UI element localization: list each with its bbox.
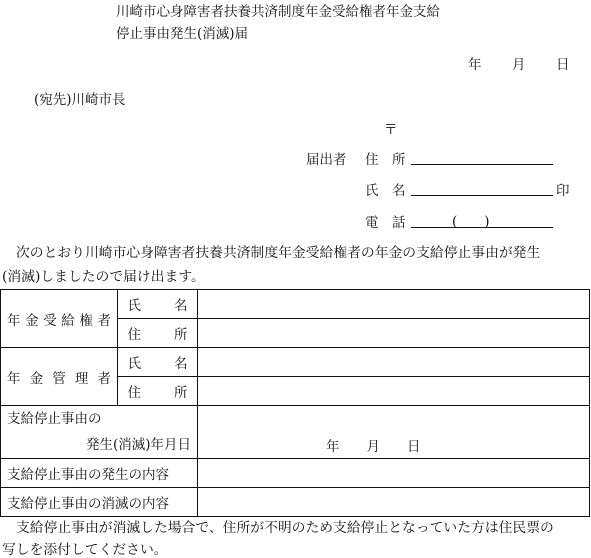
phone-parens: ( ) [452, 214, 490, 230]
seal-mark: 印 [556, 183, 570, 199]
applicant-label: 届出者 [306, 152, 347, 168]
date-year: 年 [468, 57, 482, 73]
occurrence-label: 支給停止事由の発生の内容 [1, 459, 198, 488]
name-label: 氏 名 [365, 183, 406, 199]
recipient-label: 年金受給権者 [7, 312, 111, 329]
form-title-line1: 川崎市心身障害者扶養共済制度年金受給権者年金支給 [116, 4, 440, 20]
recipient-address-field[interactable] [198, 319, 590, 348]
recipient-name-field[interactable] [198, 290, 590, 319]
manager-address-field[interactable] [198, 377, 590, 406]
reason-date-label: 支給停止事由の 発生(消滅)年月日 [1, 406, 198, 459]
form-title-line2: 停止事由発生(消滅)届 [116, 26, 249, 42]
postal-mark: 〒 [384, 122, 398, 138]
recipient-name-label: 氏名 [118, 290, 198, 319]
extinction-field[interactable] [198, 488, 590, 517]
address-line[interactable] [411, 148, 553, 165]
table-row [1, 290, 590, 319]
body-text-line1: 次のとおり川崎市心身障害者扶養共済制度年金受給権者の年金の支給停止事由が発生 [16, 245, 541, 261]
table-row [1, 459, 590, 488]
reason-date-field[interactable]: 年 月 日 [198, 406, 590, 459]
recipient-address-label: 住所 [118, 319, 198, 348]
table-row [1, 488, 590, 517]
details-table [0, 289, 590, 517]
name-line[interactable] [411, 179, 553, 196]
address-label: 住 所 [365, 152, 406, 168]
extinction-label: 支給停止事由の消滅の内容 [1, 488, 198, 517]
date-month: 月 [512, 57, 526, 73]
manager-address-label: 住所 [118, 377, 198, 406]
date-day: 日 [556, 57, 570, 73]
table-row [1, 406, 590, 459]
occurrence-field[interactable] [198, 459, 590, 488]
phone-label: 電 話 [365, 215, 406, 231]
manager-label-cell [1, 348, 118, 406]
table-row [1, 348, 590, 377]
recipient-label-cell [1, 290, 118, 348]
manager-name-label: 氏名 [118, 348, 198, 377]
note-line1: 支給停止事由が消滅した場合で、住所が不明のため支給停止となっていた方は住民票の [16, 520, 554, 536]
manager-label: 年金管理者 [7, 370, 111, 387]
manager-name-field[interactable] [198, 348, 590, 377]
note-line2: 写しを添付してください。 [2, 542, 168, 558]
addressee: (宛先)川崎市長 [34, 92, 126, 108]
body-text-line2: (消滅)しましたので届け出ます。 [2, 269, 205, 285]
